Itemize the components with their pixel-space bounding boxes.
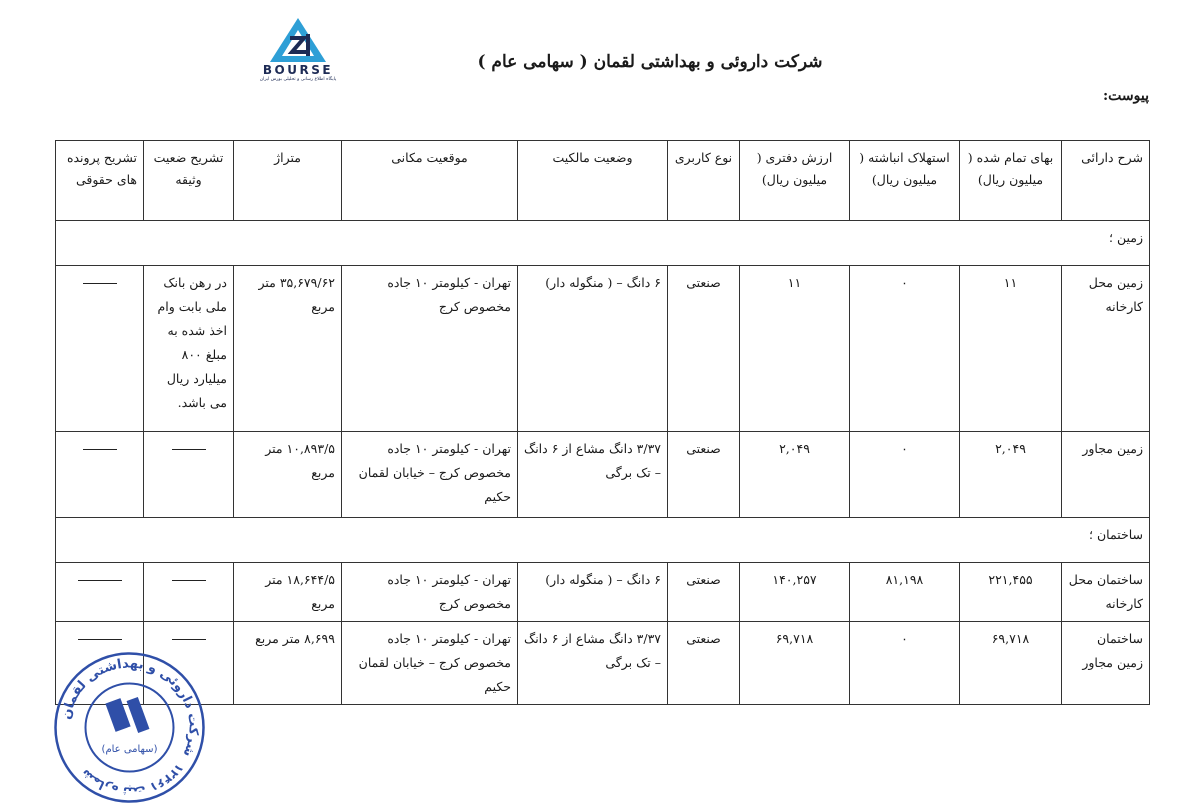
col-header: تشریح پرونده های حقوقی bbox=[56, 141, 144, 221]
col-header: موقعیت مکانی bbox=[342, 141, 518, 221]
ownership-cell: ۳/۳۷ دانگ مشاع از ۶ دانگ – تک برگی bbox=[518, 432, 668, 518]
book-value-cell: ۱۴۰,۲۵۷ bbox=[740, 563, 850, 622]
dash-mark bbox=[83, 283, 117, 284]
depreciation-cell: ۰ bbox=[850, 622, 960, 705]
col-header: متراژ bbox=[234, 141, 342, 221]
location-cell: تهران - کیلومتر ۱۰ جاده مخصوص کرج – خیابان لقمان حکیم bbox=[342, 622, 518, 705]
dash-mark bbox=[172, 639, 206, 640]
legal-cell bbox=[56, 563, 144, 622]
assets-table bbox=[55, 140, 1150, 705]
dash-mark bbox=[172, 580, 206, 581]
cost-cell: ۲۲۱,۴۵۵ bbox=[960, 563, 1062, 622]
stamp-outer-text: شرکت داروئی و بهداشتی لقمان bbox=[58, 656, 201, 759]
book-value-cell: ۲,۰۴۹ bbox=[740, 432, 850, 518]
col-header: تشریح ضعیت وثیقه bbox=[144, 141, 234, 221]
legal-cell bbox=[56, 266, 144, 432]
asset-cell: زمین محل کارخانه bbox=[1062, 266, 1150, 432]
company-title: شرکت داروئی و بهداشتی لقمان ( سهامی عام ) bbox=[477, 52, 823, 72]
cost-cell: ۶۹,۷۱۸ bbox=[960, 622, 1062, 705]
section-row-buildings bbox=[56, 518, 1150, 563]
area-cell: ۱۰,۸۹۳/۵ متر مربع bbox=[234, 432, 342, 518]
section-title: ساختمان ؛ bbox=[56, 518, 1150, 563]
collateral-cell bbox=[144, 563, 234, 622]
table-row bbox=[56, 432, 1150, 518]
location-cell: تهران - کیلومتر ۱۰ جاده مخصوص کرج bbox=[342, 563, 518, 622]
col-header: بهای تمام شده ( میلیون ریال) bbox=[960, 141, 1062, 221]
stamp-registration: شماره ثبت ۱۲۴۶۱ bbox=[78, 760, 187, 799]
usage-cell: صنعتی bbox=[668, 563, 740, 622]
dash-mark bbox=[172, 449, 206, 450]
table-header-row bbox=[56, 141, 1150, 221]
cost-cell: ۱۱ bbox=[960, 266, 1062, 432]
ownership-cell: ۶ دانگ – ( منگوله دار) bbox=[518, 266, 668, 432]
col-header: ارزش دفتری ( میلیون ریال) bbox=[740, 141, 850, 221]
collateral-cell bbox=[144, 432, 234, 518]
location-cell: تهران - کیلومتر ۱۰ جاده مخصوص کرج bbox=[342, 266, 518, 432]
logo-brand: BOURSE bbox=[262, 63, 334, 77]
table-row bbox=[56, 266, 1150, 432]
bourse-logo bbox=[252, 16, 344, 90]
area-cell: ۸,۶۹۹ متر مربع bbox=[234, 622, 342, 705]
dash-mark bbox=[83, 449, 117, 450]
asset-cell: ساختمان زمین مجاور bbox=[1062, 622, 1150, 705]
section-title: زمین ؛ bbox=[56, 221, 1150, 266]
depreciation-cell: ۰ bbox=[850, 432, 960, 518]
ownership-cell: ۳/۳۷ دانگ مشاع از ۶ دانگ – تک برگی bbox=[518, 622, 668, 705]
depreciation-cell: ۰ bbox=[850, 266, 960, 432]
area-cell: ۱۸,۶۴۴/۵ متر مربع bbox=[234, 563, 342, 622]
col-header: استهلاک انباشته ( میلیون ریال) bbox=[850, 141, 960, 221]
asset-cell: زمین مجاور bbox=[1062, 432, 1150, 518]
cost-cell: ۲,۰۴۹ bbox=[960, 432, 1062, 518]
collateral-cell: در رهن بانک ملی بابت وام اخذ شده به مبلغ ۸۰۰ میلیارد ریال می باشد. bbox=[144, 266, 234, 432]
attachment-label: پیوست: bbox=[1103, 88, 1149, 104]
depreciation-cell: ۸۱,۱۹۸ bbox=[850, 563, 960, 622]
usage-cell: صنعتی bbox=[668, 266, 740, 432]
ownership-cell: ۶ دانگ – ( منگوله دار) bbox=[518, 563, 668, 622]
usage-cell: صنعتی bbox=[668, 622, 740, 705]
legal-cell bbox=[56, 432, 144, 518]
table-row bbox=[56, 622, 1150, 705]
dash-mark bbox=[78, 639, 122, 640]
dash-mark bbox=[78, 580, 122, 581]
table-row bbox=[56, 563, 1150, 622]
stamp-seal-icon bbox=[52, 650, 207, 805]
col-header: نوع کاربری bbox=[668, 141, 740, 221]
section-row-land bbox=[56, 221, 1150, 266]
asset-cell: ساختمان محل کارخانه bbox=[1062, 563, 1150, 622]
location-cell: تهران - کیلومتر ۱۰ جاده مخصوص کرج – خیابان لقمان حکیم bbox=[342, 432, 518, 518]
book-value-cell: ۶۹,۷۱۸ bbox=[740, 622, 850, 705]
book-value-cell: ۱۱ bbox=[740, 266, 850, 432]
col-header: شرح دارائی bbox=[1062, 141, 1150, 221]
col-header: وضعیت مالکیت bbox=[518, 141, 668, 221]
stamp-inner-text: (سهامی عام) bbox=[101, 744, 158, 755]
logo-tagline: پایگاه اطلاع رسانی و تحلیلی بورس ایران bbox=[259, 77, 337, 82]
area-cell: ۳۵,۶۷۹/۶۲ متر مربع bbox=[234, 266, 342, 432]
company-stamp bbox=[52, 650, 207, 805]
usage-cell: صنعتی bbox=[668, 432, 740, 518]
bourse-triangle-icon bbox=[268, 16, 328, 64]
